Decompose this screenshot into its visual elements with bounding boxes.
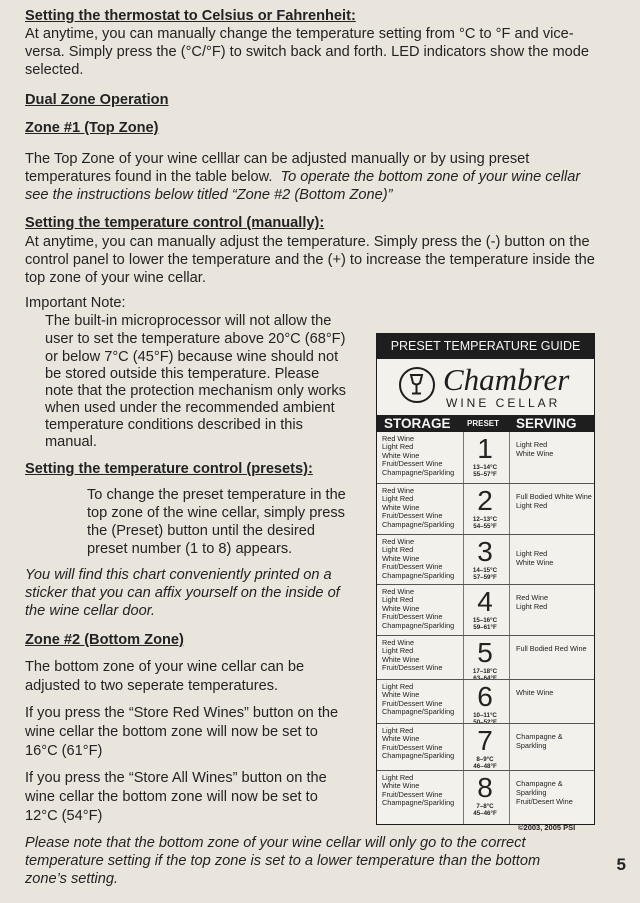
storage-item: White Wine bbox=[382, 781, 420, 791]
serving-list bbox=[516, 492, 592, 510]
note-line: when used under the recommended ambient bbox=[45, 400, 335, 416]
fahrenheit-range: 54–55°F bbox=[473, 523, 497, 530]
storage-item: Red Wine bbox=[382, 434, 415, 443]
footer-note-line: temperature setting if the top zone is set to a lower temperature than the bottom bbox=[25, 853, 541, 869]
storage-item: Light Red bbox=[382, 442, 414, 452]
serving-item: Sparkling bbox=[516, 741, 547, 750]
red-wines-line: wine cellar the bottom zone will now be set to bbox=[25, 724, 318, 740]
serving-column-header: SERVING bbox=[516, 416, 577, 431]
note-line: The built-in microprocessor will not allow the bbox=[45, 313, 332, 329]
serving-item: Full Bodied White Wine bbox=[516, 492, 592, 501]
serving-item: Sparkling bbox=[516, 788, 547, 797]
storage-item: Champagne/Sparkling bbox=[382, 798, 455, 808]
all-wines-line: wine cellar the bottom zone will now be set to bbox=[25, 789, 318, 805]
preset-row bbox=[377, 483, 594, 534]
storage-item: Light Red bbox=[382, 682, 414, 691]
preset-row bbox=[377, 635, 594, 682]
preset-row bbox=[377, 432, 594, 483]
serving-item: Champagne & bbox=[516, 732, 563, 741]
serving-item: Light Red bbox=[516, 602, 548, 611]
preset-column-header: PRESET bbox=[467, 419, 500, 428]
thermostat-heading: Setting the thermostat to Celsius or Fahrenheit: bbox=[25, 8, 356, 24]
note-line: or below 7°C (45°F) because wine should not bbox=[45, 349, 339, 365]
preset-row bbox=[377, 679, 594, 726]
note-line: manual. bbox=[45, 434, 97, 450]
serving-list bbox=[516, 593, 548, 611]
all-wines-line: If you press the “Store All Wines” button on the bbox=[25, 770, 327, 786]
body-line: control panel to lower the temperature and the (+) to increase the temperature inside the bbox=[25, 252, 595, 268]
preset-number: 4 bbox=[477, 586, 493, 617]
storage-item: Light Red bbox=[382, 646, 414, 656]
celsius-range: 8–9°C bbox=[476, 756, 494, 763]
chart-note-line: You will find this chart conveniently printed on a bbox=[25, 567, 332, 583]
storage-list bbox=[382, 727, 454, 761]
preset-cell bbox=[465, 537, 505, 581]
storage-item: Fruit/Dessert Wine bbox=[382, 459, 443, 469]
note-heading: Important Note: bbox=[25, 295, 126, 311]
storage-item: Light Red bbox=[382, 726, 414, 735]
storage-item: Champagne/Sparkling bbox=[382, 751, 455, 761]
storage-item: Light Red bbox=[382, 494, 414, 504]
storage-list bbox=[382, 588, 454, 630]
body-line: versa. Simply press the (°C/°F) to switch back and forth. LED indicators show the mode bbox=[25, 44, 590, 60]
preset-number: 5 bbox=[477, 637, 493, 668]
fahrenheit-range: 45–46°F bbox=[473, 810, 497, 817]
zone2-line: adjusted to two seperate temperatures. bbox=[25, 678, 279, 694]
body-line: The Top Zone of your wine celllar can be adjusted manually or by using preset bbox=[25, 151, 530, 167]
storage-item: Light Red bbox=[382, 595, 414, 605]
preset-number: 8 bbox=[477, 772, 493, 803]
manual-heading: Setting the temperature control (manually): bbox=[25, 215, 325, 231]
chart-note-line: sticker that you can affix yourself on the inside of bbox=[25, 585, 340, 601]
presets-heading: Setting the temperature control (presets): bbox=[25, 461, 313, 477]
preset-cell bbox=[465, 486, 505, 530]
storage-list bbox=[382, 487, 454, 529]
presets-line: the (Preset) button until the desired bbox=[87, 523, 315, 539]
body-line: selected. bbox=[25, 62, 84, 78]
storage-item: Red Wine bbox=[382, 638, 415, 647]
body-line bbox=[25, 168, 580, 186]
fahrenheit-range: 63–64°F bbox=[473, 675, 497, 682]
serving-item: Red Wine bbox=[516, 593, 549, 602]
storage-list bbox=[382, 435, 454, 477]
storage-item: Red Wine bbox=[382, 486, 415, 495]
storage-item: Champagne/Sparkling bbox=[382, 707, 455, 717]
fahrenheit-range: 50–52°F bbox=[473, 719, 497, 726]
note-line: be stored outside this temperature. Please bbox=[45, 366, 320, 382]
body-line: top zone of your wine cellar. bbox=[25, 270, 206, 286]
serving-list bbox=[516, 440, 553, 458]
presets-line: top zone of the wine cellar, simply press bbox=[87, 505, 345, 521]
storage-item: Red Wine bbox=[382, 587, 415, 596]
all-wines-line: 12°C (54°F) bbox=[25, 808, 103, 824]
storage-item: Fruit/Dessert Wine bbox=[382, 698, 443, 708]
zone2-line: The bottom zone of your wine cellar can be bbox=[25, 659, 305, 675]
storage-item: Fruit/Dessert Wine bbox=[382, 789, 443, 799]
wine-glass-logo-icon bbox=[399, 367, 435, 403]
storage-item: Champagne/Sparkling bbox=[382, 620, 455, 630]
storage-item: Fruit/Dessert Wine bbox=[382, 562, 443, 572]
fahrenheit-range: 46–48°F bbox=[473, 763, 497, 770]
serving-item: Fruit/Desert Wine bbox=[516, 797, 573, 806]
serving-list bbox=[516, 688, 553, 697]
serving-item: White Wine bbox=[516, 449, 554, 458]
preset-cell bbox=[465, 773, 505, 817]
preset-cell bbox=[465, 587, 505, 631]
note-line: note that the protection mechanism only works bbox=[45, 383, 346, 399]
serving-item: Light Red bbox=[516, 549, 548, 558]
fahrenheit-range: 59–61°F bbox=[473, 624, 497, 631]
celsius-range: 7–8°C bbox=[476, 803, 494, 810]
page-number: 5 bbox=[616, 855, 626, 874]
preset-cell bbox=[465, 638, 505, 682]
preset-number: 3 bbox=[477, 536, 493, 567]
celsius-range: 15–16°C bbox=[472, 617, 498, 624]
serving-item: Light Red bbox=[516, 440, 548, 449]
serving-list bbox=[516, 644, 587, 653]
preset-row bbox=[377, 770, 594, 822]
storage-column-header: STORAGE bbox=[384, 416, 451, 431]
celsius-range: 10–11°C bbox=[473, 712, 497, 719]
preset-cell bbox=[465, 682, 505, 726]
storage-item: Fruit/Dessert Wine bbox=[382, 663, 443, 673]
storage-item: White Wine bbox=[382, 654, 420, 664]
body-line-part: temperatures found in the table below. bbox=[25, 169, 273, 185]
zone1-heading: Zone #1 (Top Zone) bbox=[25, 120, 159, 136]
body-line: see the instructions below titled “Zone #2 (Bottom Zone)” bbox=[25, 187, 393, 203]
storage-item: White Wine bbox=[382, 502, 420, 512]
body-line: At anytime, you can manually change the temperature setting from °C to °F and vice- bbox=[25, 26, 574, 42]
serving-item: Full Bodied Red Wine bbox=[516, 644, 587, 653]
celsius-range: 17–18°C bbox=[472, 668, 498, 675]
guide-title: PRESET TEMPERATURE GUIDE bbox=[377, 334, 594, 359]
preset-row bbox=[377, 584, 594, 635]
preset-row bbox=[377, 723, 594, 770]
serving-list bbox=[516, 732, 563, 750]
red-wines-line: If you press the “Store Red Wines” button on the bbox=[25, 705, 339, 721]
storage-item: White Wine bbox=[382, 690, 420, 700]
note-line: user to set the temperature above 20°C (68°F) bbox=[45, 331, 346, 347]
storage-item: Fruit/Dessert Wine bbox=[382, 612, 443, 622]
preset-row bbox=[377, 534, 594, 584]
fahrenheit-range: 55–57°F bbox=[473, 471, 497, 478]
storage-item: Champagne/Sparkling bbox=[382, 570, 455, 580]
storage-list bbox=[382, 683, 454, 717]
storage-item: Fruit/Dessert Wine bbox=[382, 742, 443, 752]
serving-item: Champagne & bbox=[516, 779, 563, 788]
storage-item: Champagne/Sparkling bbox=[382, 519, 455, 529]
celsius-range: 12–13°C bbox=[472, 516, 498, 523]
celsius-range: 14–15°C bbox=[472, 567, 498, 574]
footer-note-line: Please note that the bottom zone of your wine cellar will only go to the correct bbox=[25, 835, 526, 851]
serving-list bbox=[516, 549, 553, 567]
preset-number: 6 bbox=[477, 681, 493, 712]
guide-header-row bbox=[377, 415, 594, 432]
storage-list bbox=[382, 774, 454, 808]
preset-number: 2 bbox=[477, 485, 493, 516]
serving-item: White Wine bbox=[516, 688, 554, 697]
storage-item: White Wine bbox=[382, 734, 420, 744]
storage-item: Red Wine bbox=[382, 537, 415, 546]
presets-line: To change the preset temperature in the bbox=[87, 487, 346, 503]
storage-list bbox=[382, 538, 454, 580]
zone2-heading: Zone #2 (Bottom Zone) bbox=[25, 632, 184, 648]
brand-subtitle: WINE CELLAR bbox=[446, 396, 561, 410]
storage-list bbox=[382, 639, 442, 673]
guide-copyright: ©2003, 2005 PSI bbox=[518, 823, 576, 832]
storage-item: Light Red bbox=[382, 545, 414, 555]
preset-number: 7 bbox=[477, 725, 493, 756]
preset-cell bbox=[465, 434, 505, 478]
storage-item: Champagne/Sparkling bbox=[382, 467, 455, 477]
red-wines-line: 16°C (61°F) bbox=[25, 743, 103, 759]
storage-item: White Wine bbox=[382, 603, 420, 613]
storage-item: Light Red bbox=[382, 773, 414, 782]
storage-item: White Wine bbox=[382, 553, 420, 563]
storage-item: White Wine bbox=[382, 450, 420, 460]
brand-name: Chambrer bbox=[443, 362, 570, 397]
celsius-range: 13–14°C bbox=[472, 464, 498, 471]
note-line: temperature conditions described in this bbox=[45, 417, 303, 433]
brand-block bbox=[377, 359, 594, 415]
preset-temperature-guide bbox=[376, 333, 595, 825]
presets-line: preset number (1 to 8) appears. bbox=[87, 541, 293, 557]
body-line: At anytime, you can manually adjust the temperature. Simply press the (-) button on the bbox=[25, 234, 590, 250]
storage-item: Fruit/Dessert Wine bbox=[382, 511, 443, 521]
serving-item: White Wine bbox=[516, 558, 554, 567]
serving-list bbox=[516, 779, 573, 806]
preset-cell bbox=[465, 726, 505, 770]
fahrenheit-range: 57–59°F bbox=[473, 574, 497, 581]
serving-item: Light Red bbox=[516, 501, 548, 510]
footer-note-line: zone’s setting. bbox=[25, 871, 119, 887]
body-line-italic: To operate the bottom zone of your wine cellar bbox=[280, 169, 581, 185]
chart-note-line: the wine cellar door. bbox=[25, 603, 156, 619]
dual-zone-heading: Dual Zone Operation bbox=[25, 92, 169, 108]
preset-number: 1 bbox=[477, 433, 493, 464]
